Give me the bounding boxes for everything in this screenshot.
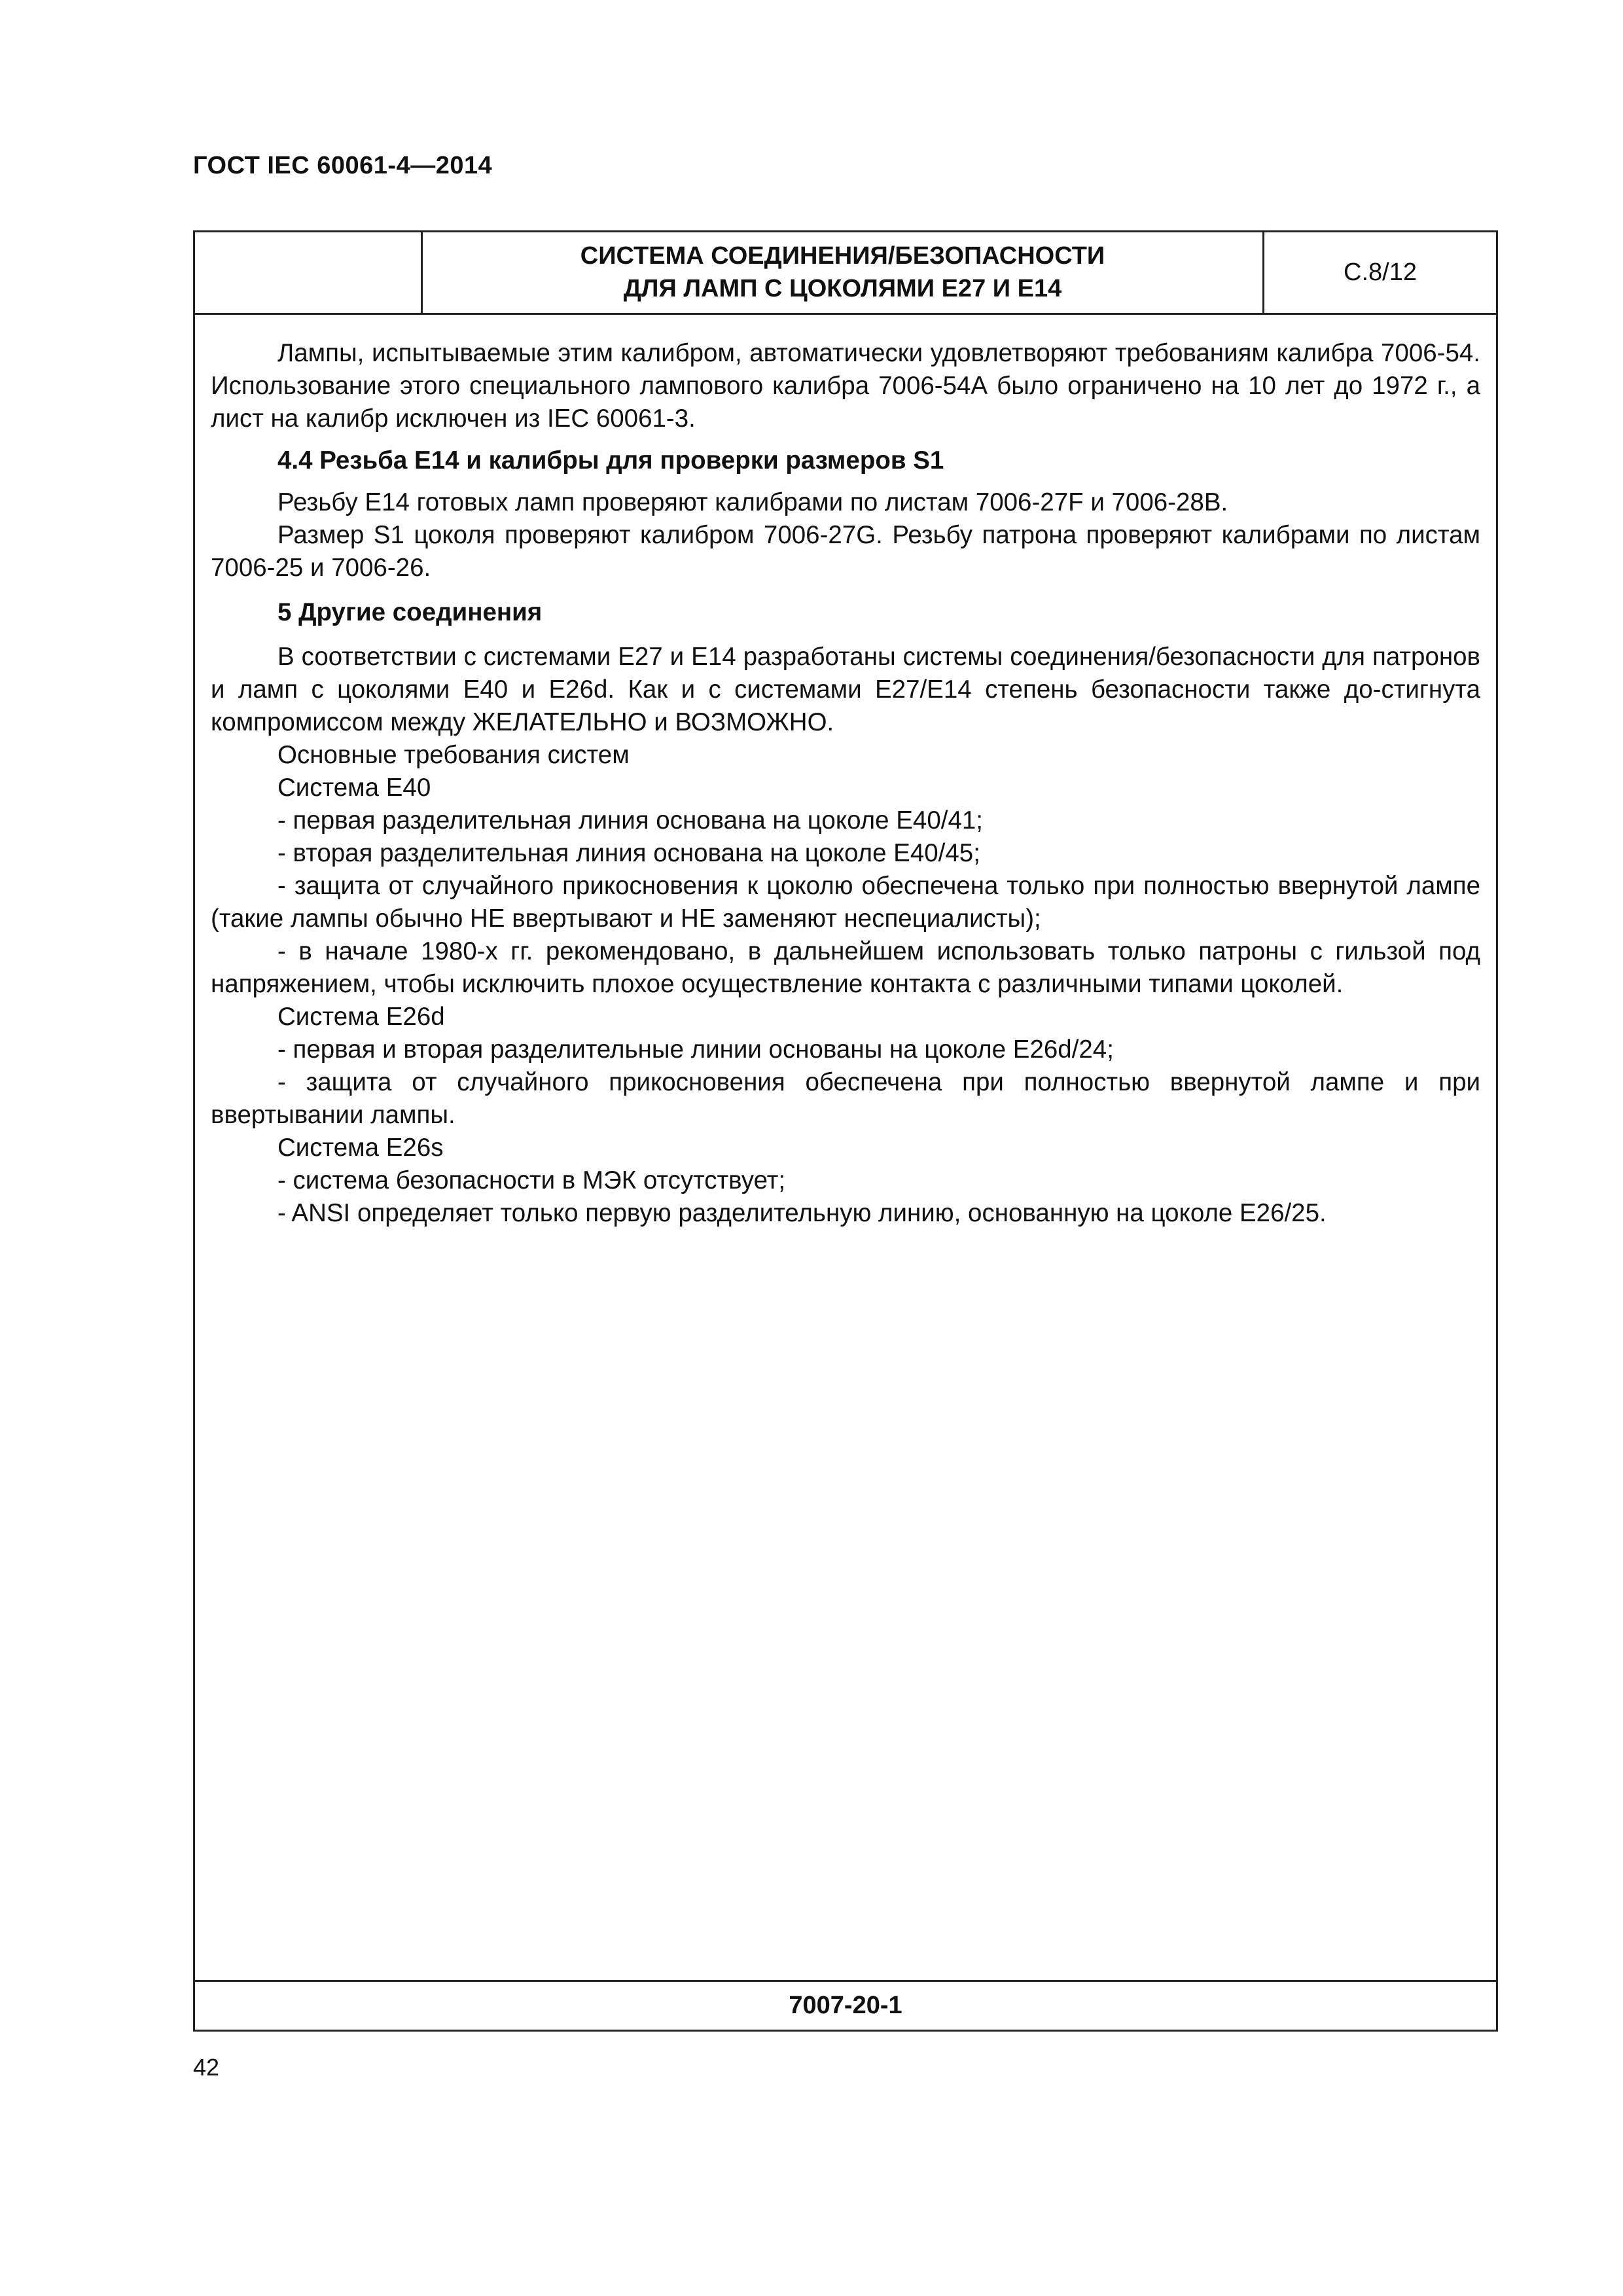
paragraph-other-systems: В соответствии с системами Е27 и Е14 разработаны системы соединения/безопасности для патронов и ламп с цоколями Е40 и Е26d. Как и с системами Е27/Е14 степень безопасности также до-стигнута компромиссом между ЖЕЛАТЕЛЬНО и ВОЗМОЖНО. (211, 643, 1480, 736)
line-system-e26s: Система Е26s (277, 1134, 444, 1162)
section-heading-4-4: 4.4 Резьба Е14 и калибры для проверки размеров S1 (277, 446, 944, 475)
header-empty-cell (195, 232, 423, 313)
line-system-e26d: Система Е26d (277, 1003, 445, 1031)
sheet-title-line-1: СИСТЕМА СОЕДИНЕНИЯ/БЕЗОПАСНОСТИ (580, 242, 1105, 270)
sheet-footer-number: 7007-20-1 (195, 1980, 1496, 2030)
list-item-e26d-2: - защита от случайного прикосновения обеспечена при полностью ввернутой лампе и при ввертывании лампы. (211, 1068, 1480, 1129)
section-heading-5: 5 Другие соединения (277, 598, 543, 626)
list-item-e26d-1: - первая и вторая разделительные линии основаны на цоколе Е26d/24; (277, 1035, 1114, 1064)
list-item-e40-1: - первая разделительная линия основана на цоколе Е40/41; (277, 806, 983, 834)
list-item-e40-2: - вторая разделительная линия основана на цоколе Е40/45; (277, 839, 980, 867)
paragraph-e14-thread: Резьбу Е14 готовых ламп проверяют калибрами по листам 7006-27F и 7006-28В. (277, 488, 1228, 516)
standard-sheet-frame (193, 230, 1498, 2032)
list-item-e26s-1: - система безопасности в МЭК отсутствует; (277, 1166, 786, 1194)
paragraph-s1-size: Размер S1 цоколя проверяют калибром 7006-27G. Резьбу патрона проверяют калибрами по листам 7006-25 и 7006-26. (211, 521, 1480, 582)
list-item-e40-4: - в начале 1980-х гг. рекомендовано, в дальнейшем использовать только патроны с гильзой под напряжением, чтобы исключить плохое осуществление контакта с различными типами цоколей. (211, 937, 1480, 998)
sheet-title (423, 232, 1264, 313)
sheet-title-line-2: ДЛЯ ЛАМП С ЦОКОЛЯМИ Е27 И Е14 (623, 274, 1062, 302)
line-system-e40: Система Е40 (277, 774, 431, 802)
sheet-page-indicator: С.8/12 (1344, 259, 1417, 286)
line-basic-requirements: Основные требования систем (277, 741, 630, 769)
document-code: ГОСТ IEC 60061-4—2014 (193, 152, 493, 179)
list-item-e40-3: - защита от случайного прикосновения к цоколю обеспечена только при полностью ввернутой лампе (такие лампы обычно НЕ ввертывают и НЕ заменяют неспециалисты); (211, 872, 1480, 933)
sheet-body (211, 337, 1480, 1230)
page-number: 42 (193, 2054, 220, 2081)
sheet-header (195, 232, 1496, 315)
paragraph-gauge-note: Лампы, испытываемые этим калибром, автоматически удовлетворяют требованиям калибра 7006-54. Использование этого специального лампового калибра 7006-54А было ограничено на 10 лет до 1972 г., а лист на калибр исключен из IEC 60061-3. (211, 339, 1480, 433)
list-item-e26s-2: - ANSI определяет только первую разделительную линию, основанную на цоколе Е26/25. (277, 1199, 1327, 1227)
